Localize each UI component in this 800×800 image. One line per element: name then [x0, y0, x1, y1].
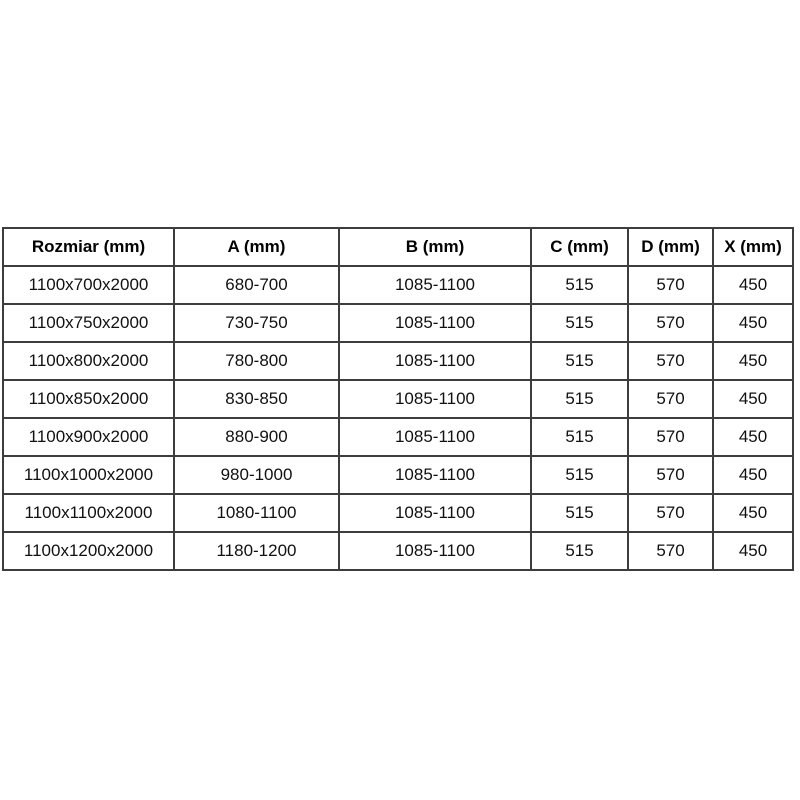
table-cell: 1100x700x2000 [3, 266, 174, 304]
table-cell: 730-750 [174, 304, 339, 342]
table-cell: 450 [713, 304, 793, 342]
spec-table [2, 227, 794, 571]
table-cell: 780-800 [174, 342, 339, 380]
table-row [3, 456, 793, 494]
table-cell: 515 [531, 380, 628, 418]
table-cell: 570 [628, 342, 713, 380]
table-row [3, 266, 793, 304]
table-cell: 570 [628, 304, 713, 342]
table-cell: 570 [628, 494, 713, 532]
table-cell: 515 [531, 418, 628, 456]
table-row [3, 342, 793, 380]
table-cell: 1100x750x2000 [3, 304, 174, 342]
column-header: D (mm) [628, 228, 713, 266]
table-cell: 1180-1200 [174, 532, 339, 570]
column-header: A (mm) [174, 228, 339, 266]
table-body [3, 266, 793, 570]
table-cell: 570 [628, 418, 713, 456]
table-cell: 1100x1200x2000 [3, 532, 174, 570]
column-header: C (mm) [531, 228, 628, 266]
table-cell: 450 [713, 266, 793, 304]
table-row [3, 494, 793, 532]
table-cell: 1100x800x2000 [3, 342, 174, 380]
table-row [3, 304, 793, 342]
column-header: Rozmiar (mm) [3, 228, 174, 266]
table-cell: 515 [531, 456, 628, 494]
table-cell: 450 [713, 342, 793, 380]
table-cell: 980-1000 [174, 456, 339, 494]
table-cell: 1085-1100 [339, 494, 531, 532]
column-header: B (mm) [339, 228, 531, 266]
table-cell: 570 [628, 456, 713, 494]
table-row [3, 380, 793, 418]
table-cell: 1080-1100 [174, 494, 339, 532]
table-cell: 450 [713, 494, 793, 532]
table-cell: 680-700 [174, 266, 339, 304]
table-cell: 515 [531, 532, 628, 570]
table-cell: 570 [628, 380, 713, 418]
table-cell: 450 [713, 456, 793, 494]
table-row [3, 418, 793, 456]
table-cell: 1100x850x2000 [3, 380, 174, 418]
table-cell: 1085-1100 [339, 342, 531, 380]
table-cell: 515 [531, 266, 628, 304]
table-cell: 1085-1100 [339, 304, 531, 342]
table-cell: 1085-1100 [339, 532, 531, 570]
table-cell: 515 [531, 304, 628, 342]
table-row [3, 532, 793, 570]
table-cell: 1100x900x2000 [3, 418, 174, 456]
table-cell: 450 [713, 418, 793, 456]
table-cell: 1100x1000x2000 [3, 456, 174, 494]
table-cell: 880-900 [174, 418, 339, 456]
table-cell: 1085-1100 [339, 418, 531, 456]
table-cell: 515 [531, 342, 628, 380]
table-cell: 830-850 [174, 380, 339, 418]
table-cell: 1085-1100 [339, 456, 531, 494]
column-header: X (mm) [713, 228, 793, 266]
table-cell: 1100x1100x2000 [3, 494, 174, 532]
table-cell: 450 [713, 380, 793, 418]
table-cell: 1085-1100 [339, 266, 531, 304]
table-cell: 570 [628, 266, 713, 304]
table-cell: 1085-1100 [339, 380, 531, 418]
table-cell: 450 [713, 532, 793, 570]
table-cell: 570 [628, 532, 713, 570]
header-row [3, 228, 793, 266]
table-cell: 515 [531, 494, 628, 532]
